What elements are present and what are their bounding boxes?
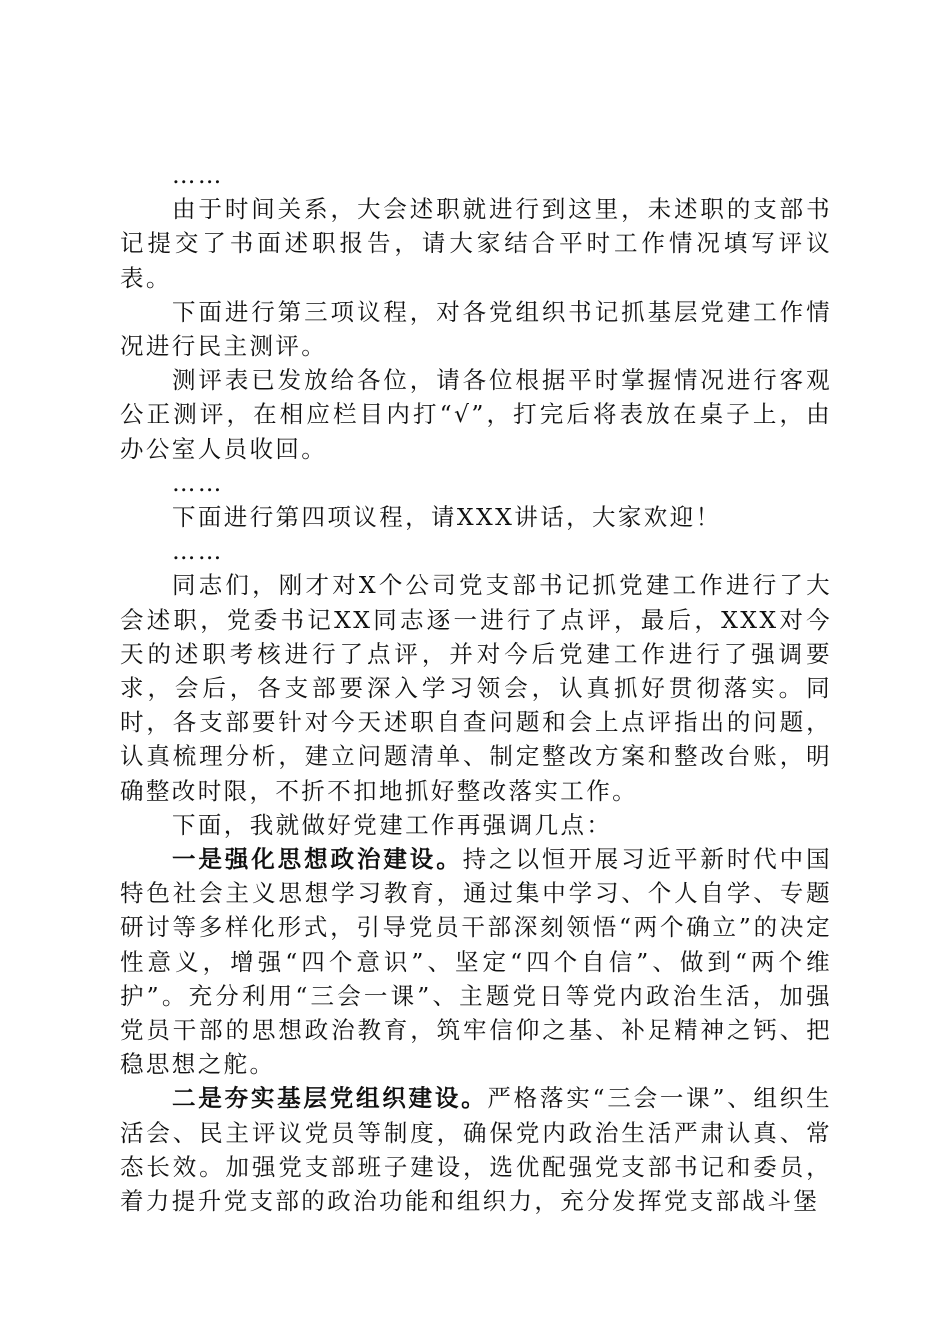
document-body bbox=[120, 158, 832, 1218]
paragraph-point-one bbox=[120, 842, 832, 1081]
paragraph-emphasis-intro: 下面，我就做好党建工作再强调几点： bbox=[172, 810, 613, 839]
ellipsis-paragraph: …… bbox=[172, 468, 224, 497]
ellipsis-paragraph: …… bbox=[172, 537, 224, 566]
paragraph-point-two bbox=[120, 1081, 832, 1218]
point-one-body: 持之以恒开展习近平新时代中国特色社会主义思想学习教育，通过集中学习、个人自学、专题研讨等多样化形式，引导党员干部深刻领悟“两个确立”的决定性意义，增强“四个意识”、坚定“四个自信”、做到“两个维护”。充分利用“三会一课”、主题党日等党内政治生活，加强党员干部的思想政治教育，筑牢信仰之基、补足精神之钙、把稳思想之舵。 bbox=[120, 845, 832, 1079]
paragraph-agenda-four: 下面进行第四项议程，请XXX讲话，大家欢迎！ bbox=[172, 503, 722, 532]
point-one-heading: 一是强化思想政治建设。 bbox=[172, 845, 463, 874]
point-two-heading: 二是夯实基层党组织建设。 bbox=[172, 1084, 488, 1113]
paragraph-time-relation: 由于时间关系，大会述职就进行到这里，未述职的支部书记提交了书面述职报告，请大家结合平时工作情况填写评议表。 bbox=[120, 195, 832, 292]
point-two-body: 严格落实“三会一课”、组织生活会、民主评议党员等制度，确保党内政治生活严肃认真、常态长效。加强党支部班子建设，选优配强党支部书记和委员，着力提升党支部的政治功能和组织力，充分发挥党支部战斗堡 bbox=[120, 1084, 832, 1216]
ellipsis-paragraph: …… bbox=[172, 161, 224, 189]
paragraph-comrades-summary: 同志们，刚才对X个公司党支部书记抓党建工作进行了大会述职，党委书记XX同志逐一进行了点评，最后，XXX对今天的述职考核进行了点评，并对今后党建工作进行了强调要求，会后，各支部要深入学习领会，认真抓好贯彻落实。同时，各支部要针对今天述职自查问题和会上点评指出的问题，认真梳理分析，建立问题清单、制定整改方案和整改台账，明确整改时限，不折不扣地抓好整改落实工作。 bbox=[120, 571, 832, 805]
paragraph-evaluation-form: 测评表已发放给各位，请各位根据平时掌握情况进行客观公正测评，在相应栏目内打“√”，打完后将表放在桌子上，由办公室人员收回。 bbox=[120, 366, 832, 463]
paragraph-agenda-three: 下面进行第三项议程，对各党组织书记抓基层党建工作情况进行民主测评。 bbox=[120, 297, 832, 361]
